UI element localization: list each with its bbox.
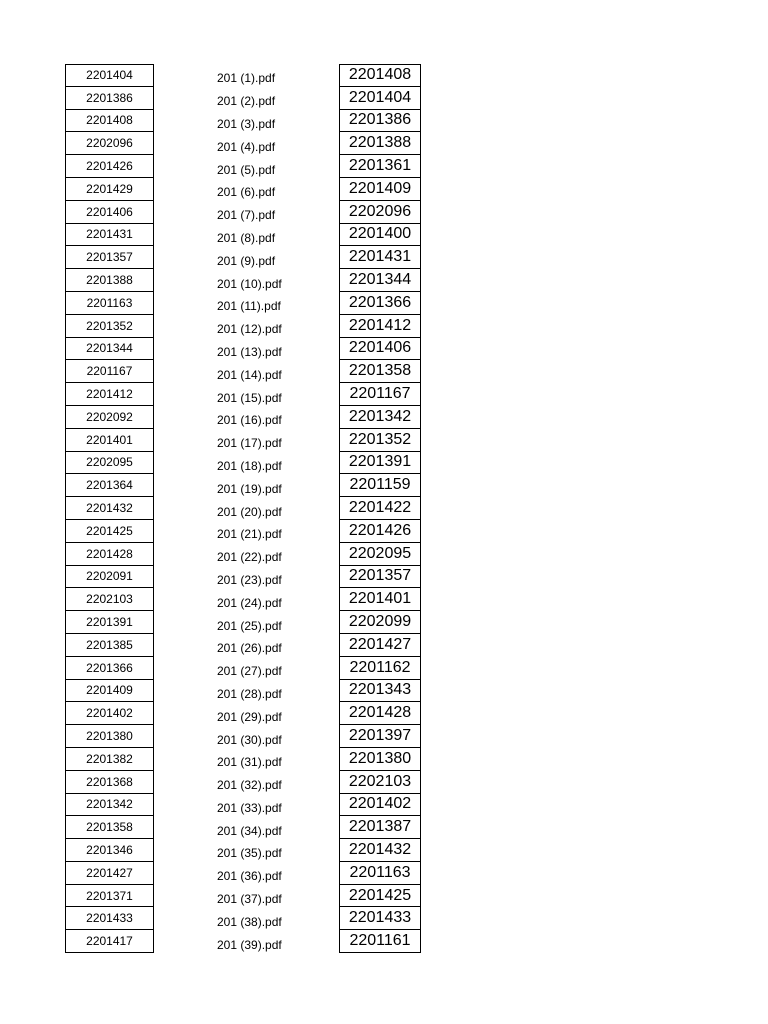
column-b-cell[interactable]: 201 (11).pdf	[217, 299, 281, 314]
column-b-cell[interactable]: 201 (14).pdf	[217, 367, 282, 382]
column-c-cell[interactable]: 2201342	[339, 406, 421, 429]
column-b-cell[interactable]: 201 (33).pdf	[217, 800, 282, 815]
column-a-cell[interactable]: 2202091	[65, 566, 154, 589]
column-a-cell[interactable]: 2202096	[65, 132, 154, 155]
column-c-cell[interactable]: 2201387	[339, 816, 421, 839]
column-c-cell[interactable]: 2201400	[339, 224, 421, 247]
column-b-cell[interactable]: 201 (32).pdf	[217, 778, 282, 793]
column-a-cell[interactable]: 2201358	[65, 816, 154, 839]
column-a-cell[interactable]: 2201429	[65, 178, 154, 201]
column-c-cell[interactable]: 2201404	[339, 87, 421, 110]
column-a-cell[interactable]: 2201428	[65, 543, 154, 566]
column-b-cell[interactable]: 201 (2).pdf	[217, 94, 276, 109]
column-a-cell[interactable]: 2201427	[65, 862, 154, 885]
column-a-cell[interactable]: 2202103	[65, 588, 154, 611]
column-b-cell[interactable]: 201 (5).pdf	[217, 162, 276, 177]
column-b-cell[interactable]: 201 (8).pdf	[217, 230, 276, 245]
column-b-cell[interactable]: 201 (38).pdf	[217, 914, 282, 929]
column-b-cell[interactable]: 201 (17).pdf	[217, 436, 282, 451]
column-b-cell[interactable]: 201 (18).pdf	[217, 458, 282, 473]
column-b-cell[interactable]: 201 (37).pdf	[217, 892, 282, 907]
column-b-cell[interactable]: 201 (16).pdf	[217, 413, 282, 428]
column-a-cell[interactable]: 2201371	[65, 885, 154, 908]
column-c-cell[interactable]: 2201386	[339, 110, 421, 133]
column-c-cell[interactable]: 2201431	[339, 246, 421, 269]
column-c-cell[interactable]: 2201412	[339, 315, 421, 338]
column-b-cell[interactable]: 201 (3).pdf	[217, 116, 276, 131]
column-c-cell[interactable]: 2201352	[339, 429, 421, 452]
column-a-ids	[65, 64, 154, 953]
column-c-cell[interactable]: 2201343	[339, 680, 421, 703]
column-c-cell[interactable]: 2201402	[339, 794, 421, 817]
column-a-cell[interactable]: 2201408	[65, 110, 154, 133]
column-c-cell[interactable]: 2202103	[339, 771, 421, 794]
column-a-cell[interactable]: 2202095	[65, 452, 154, 475]
column-b-cell[interactable]: 201 (23).pdf	[217, 572, 282, 587]
column-c-cell[interactable]: 2201388	[339, 132, 421, 155]
column-b-cell[interactable]: 201 (31).pdf	[217, 755, 282, 770]
column-a-cell[interactable]: 2201431	[65, 224, 154, 247]
column-c-cell[interactable]: 2201357	[339, 566, 421, 589]
column-b-cell[interactable]: 201 (34).pdf	[217, 823, 282, 838]
column-b-cell[interactable]: 201 (28).pdf	[217, 686, 282, 701]
column-a-cell[interactable]: 2201406	[65, 201, 154, 224]
column-b-cell[interactable]: 201 (39).pdf	[217, 937, 282, 952]
column-a-cell[interactable]: 2201380	[65, 725, 154, 748]
column-c-cell[interactable]: 2201163	[339, 862, 421, 885]
column-a-cell[interactable]: 2201426	[65, 155, 154, 178]
column-c-cell[interactable]: 2201427	[339, 634, 421, 657]
column-b-cell[interactable]: 201 (24).pdf	[217, 595, 282, 610]
column-b-cell[interactable]: 201 (30).pdf	[217, 732, 282, 747]
column-b-cell[interactable]: 201 (19).pdf	[217, 481, 282, 496]
column-c-cell[interactable]: 2202096	[339, 201, 421, 224]
column-b-cell[interactable]: 201 (7).pdf	[217, 208, 276, 223]
column-b-cell[interactable]: 201 (6).pdf	[217, 185, 276, 200]
column-a-cell[interactable]: 2201386	[65, 87, 154, 110]
column-a-cell[interactable]: 2201402	[65, 702, 154, 725]
column-a-cell[interactable]: 2201404	[65, 64, 154, 87]
column-a-cell[interactable]: 2201391	[65, 611, 154, 634]
column-b-cell[interactable]: 201 (4).pdf	[217, 139, 276, 154]
column-b-cell[interactable]: 201 (1).pdf	[217, 71, 276, 86]
column-a-cell[interactable]: 2202092	[65, 406, 154, 429]
column-c-cell[interactable]: 2202099	[339, 611, 421, 634]
column-c-cell[interactable]: 2201428	[339, 702, 421, 725]
column-c-cell[interactable]: 2201162	[339, 657, 421, 680]
column-b-cell[interactable]: 201 (22).pdf	[217, 550, 282, 565]
column-b-cell[interactable]: 201 (25).pdf	[217, 618, 282, 633]
column-b-cell[interactable]: 201 (9).pdf	[217, 253, 276, 268]
column-c-cell[interactable]: 2201433	[339, 907, 421, 930]
column-a-cell[interactable]: 2201385	[65, 634, 154, 657]
column-b-cell[interactable]: 201 (27).pdf	[217, 664, 282, 679]
column-c-cell[interactable]: 2201366	[339, 292, 421, 315]
column-c-cell[interactable]: 2201408	[339, 64, 421, 87]
column-a-cell[interactable]: 2201388	[65, 269, 154, 292]
column-a-cell[interactable]: 2201401	[65, 429, 154, 452]
column-a-cell[interactable]: 2201368	[65, 771, 154, 794]
column-b-filenames	[210, 64, 320, 953]
column-a-cell[interactable]: 2201412	[65, 383, 154, 406]
column-c-cell[interactable]: 2201344	[339, 269, 421, 292]
column-a-cell[interactable]: 2201382	[65, 748, 154, 771]
column-a-cell[interactable]: 2201417	[65, 930, 154, 953]
column-a-cell[interactable]: 2201346	[65, 839, 154, 862]
column-a-cell[interactable]: 2201433	[65, 907, 154, 930]
column-a-cell[interactable]: 2201409	[65, 680, 154, 703]
column-b-cell[interactable]: 201 (10).pdf	[217, 276, 282, 291]
column-c-cell[interactable]: 2201161	[339, 930, 421, 953]
column-b-cell[interactable]: 201 (20).pdf	[217, 504, 282, 519]
column-a-cell[interactable]: 2201364	[65, 474, 154, 497]
column-a-cell[interactable]: 2201167	[65, 360, 154, 383]
column-b-cell[interactable]: 201 (15).pdf	[217, 390, 282, 405]
column-c-cell[interactable]: 2201426	[339, 520, 421, 543]
column-b-cell[interactable]: 201 (35).pdf	[217, 846, 282, 861]
column-a-cell[interactable]: 2201432	[65, 497, 154, 520]
column-b-cell[interactable]: 201 (13).pdf	[217, 344, 282, 359]
column-c-cell[interactable]: 2201361	[339, 155, 421, 178]
column-c-cell[interactable]: 2202095	[339, 543, 421, 566]
column-c-cell[interactable]: 2201380	[339, 748, 421, 771]
column-a-cell[interactable]: 2201342	[65, 794, 154, 817]
column-c-cell[interactable]: 2201397	[339, 725, 421, 748]
column-c-cell[interactable]: 2201406	[339, 338, 421, 361]
column-a-cell[interactable]: 2201344	[65, 338, 154, 361]
column-c-cell[interactable]: 2201167	[339, 383, 421, 406]
column-c-cell[interactable]: 2201409	[339, 178, 421, 201]
column-c-cell[interactable]: 2201159	[339, 474, 421, 497]
column-b-cell[interactable]: 201 (29).pdf	[217, 709, 282, 724]
column-c-cell[interactable]: 2201432	[339, 839, 421, 862]
column-c-cell[interactable]: 2201401	[339, 588, 421, 611]
column-c-cell[interactable]: 2201422	[339, 497, 421, 520]
column-a-cell[interactable]: 2201163	[65, 292, 154, 315]
column-c-cell[interactable]: 2201358	[339, 360, 421, 383]
column-c-cell[interactable]: 2201425	[339, 885, 421, 908]
column-a-cell[interactable]: 2201366	[65, 657, 154, 680]
column-a-cell[interactable]: 2201357	[65, 246, 154, 269]
column-b-cell[interactable]: 201 (12).pdf	[217, 322, 282, 337]
column-c-ids	[339, 64, 421, 953]
column-b-cell[interactable]: 201 (36).pdf	[217, 869, 282, 884]
column-b-cell[interactable]: 201 (26).pdf	[217, 641, 282, 656]
column-a-cell[interactable]: 2201352	[65, 315, 154, 338]
column-b-cell[interactable]: 201 (21).pdf	[217, 527, 282, 542]
column-c-cell[interactable]: 2201391	[339, 452, 421, 475]
column-a-cell[interactable]: 2201425	[65, 520, 154, 543]
